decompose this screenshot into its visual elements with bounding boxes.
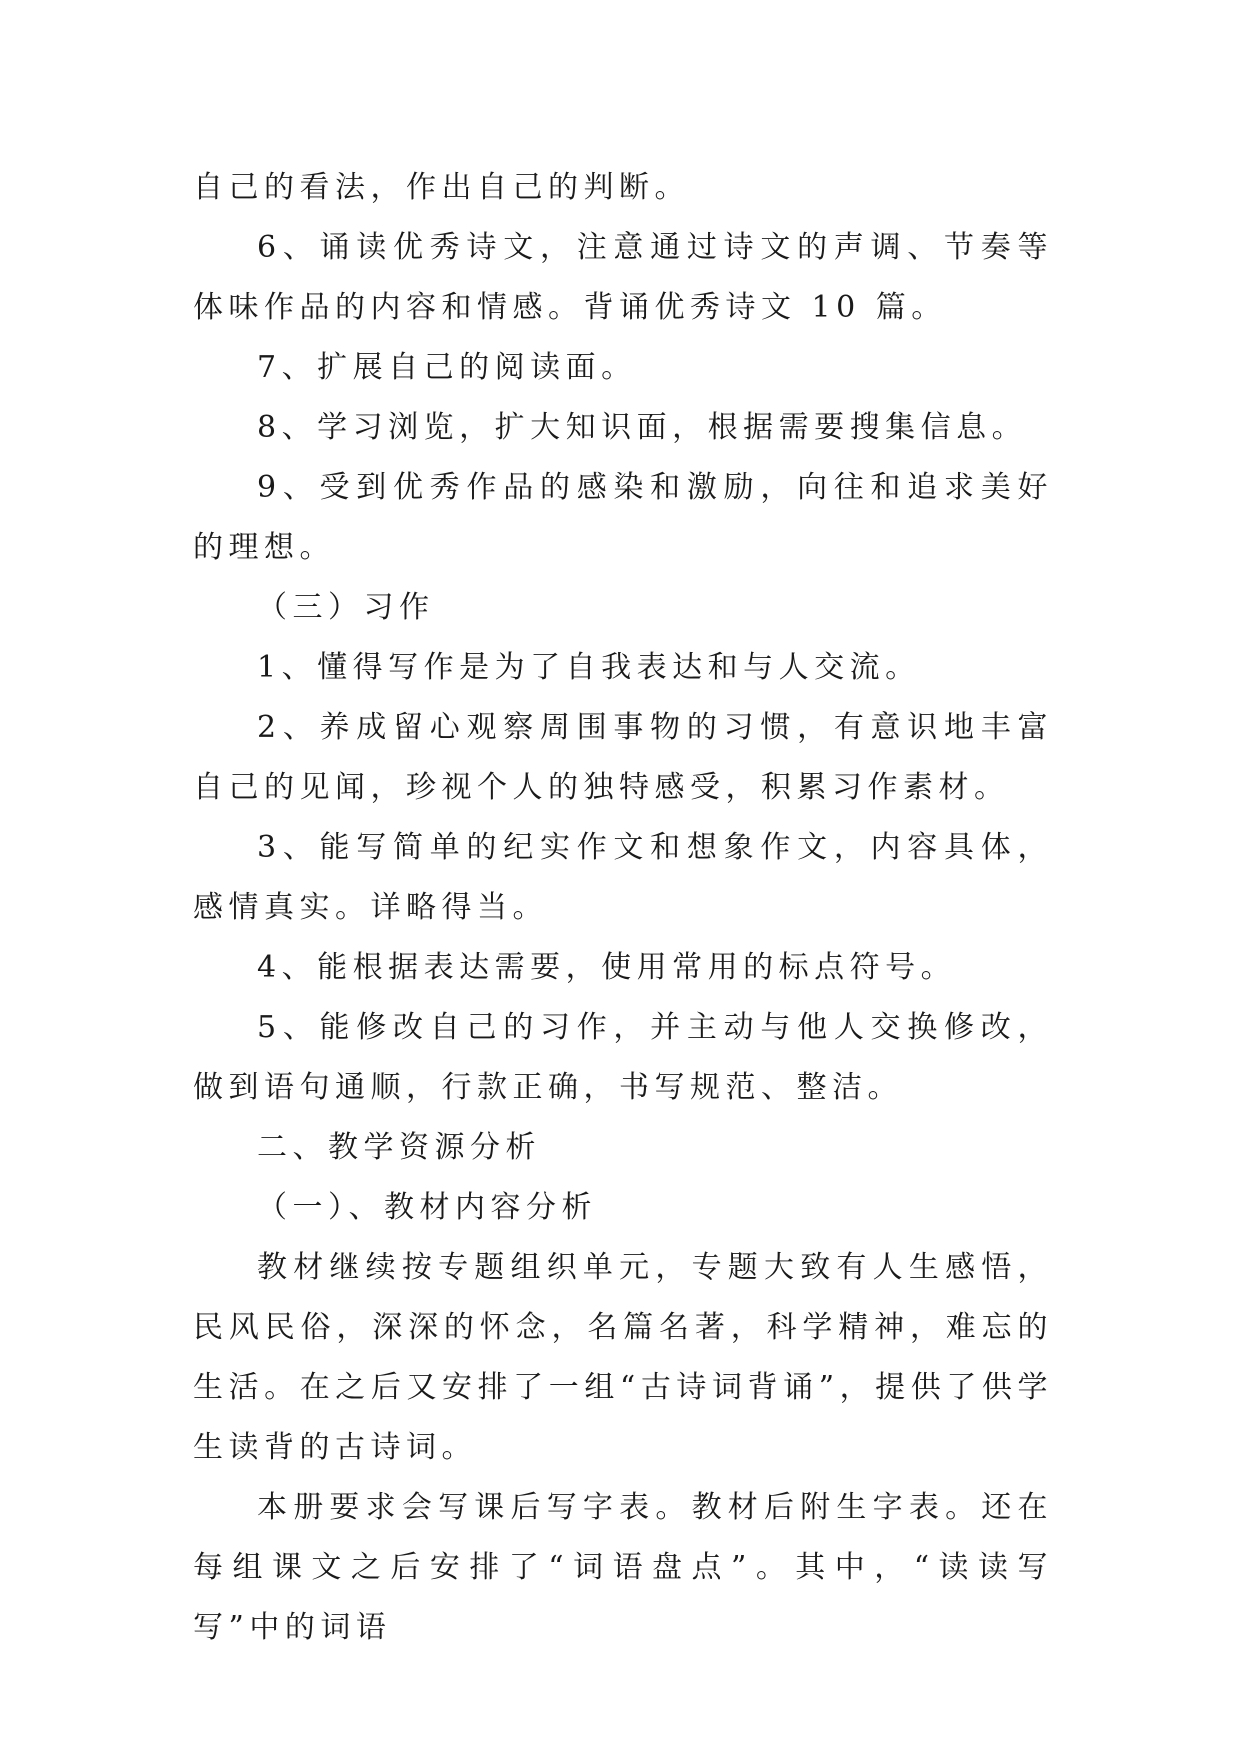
subsection-heading-textbook: （一）、教材内容分析 xyxy=(257,1190,597,1225)
paragraph-writing-3: 3、能写简单的纪实作文和想象作文，内容具体，感情真实。详略得当。 xyxy=(193,830,1053,925)
section-heading-resources: 二、教学资源分析 xyxy=(257,1130,541,1165)
paragraph-writing-5: 5、能修改自己的习作，并主动与他人交换修改，做到语句通顺，行款正确，书写规范、整洁。 xyxy=(193,1010,1053,1105)
paragraph-item-8: 8、学习浏览，扩大知识面，根据需要搜集信息。 xyxy=(257,410,1028,445)
paragraph-writing-2: 2、养成留心观察周围事物的习惯，有意识地丰富自己的见闻，珍视个人的独特感受，积累习作素材。 xyxy=(193,710,1053,805)
body-text xyxy=(193,158,1053,1658)
paragraph-textbook-2: 本册要求会写课后写字表。教材后附生字表。还在每组课文之后安排了“词语盘点”。其中，“读读写写”中的词语 xyxy=(193,1490,1053,1645)
paragraph-continuation: 自己的看法，作出自己的判断。 xyxy=(193,170,690,205)
paragraph-item-9: 9、受到优秀作品的感染和激励，向往和追求美好的理想。 xyxy=(193,470,1053,565)
paragraph-writing-4: 4、能根据表达需要，使用常用的标点符号。 xyxy=(257,950,957,985)
section-heading-writing: （三）习作 xyxy=(257,590,435,625)
paragraph-item-6: 6、诵读优秀诗文，注意通过诗文的声调、节奏等体味作品的内容和情感。背诵优秀诗文 10 篇。 xyxy=(193,230,1053,325)
paragraph-textbook-1: 教材继续按专题组织单元，专题大致有人生感悟，民风民俗，深深的怀念，名篇名著，科学精神，难忘的生活。在之后又安排了一组“古诗词背诵”，提供了供学生读背的古诗词。 xyxy=(193,1250,1053,1465)
paragraph-writing-1: 1、懂得写作是为了自我表达和与人交流。 xyxy=(257,650,921,685)
paragraph-item-7: 7、扩展自己的阅读面。 xyxy=(257,350,637,385)
